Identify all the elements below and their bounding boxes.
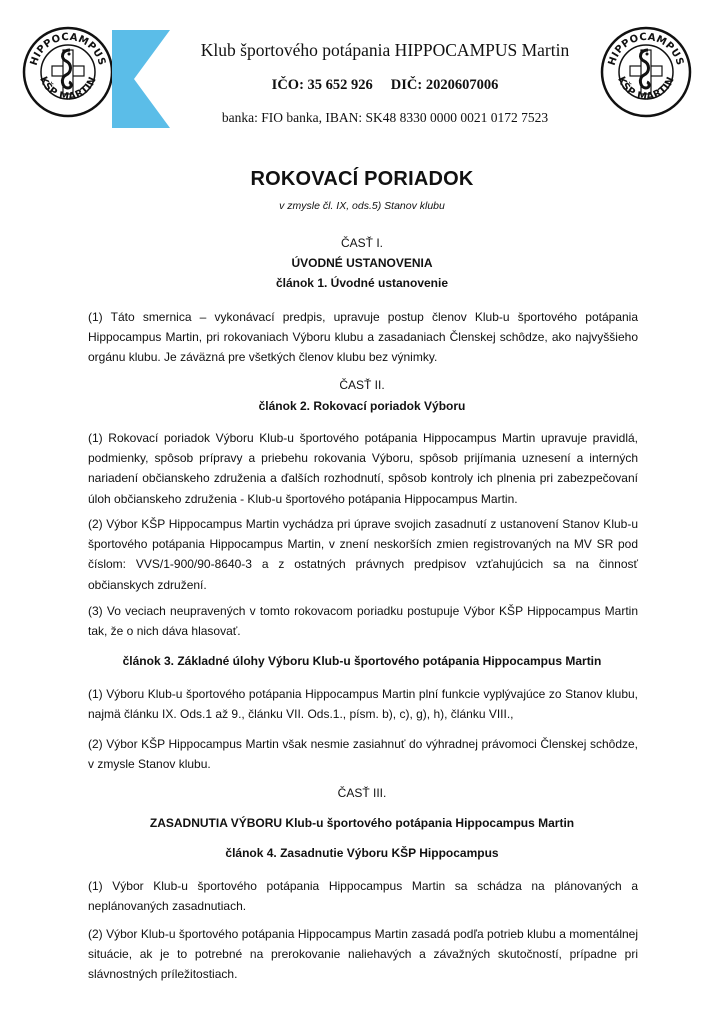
seahorse-logo-icon bbox=[22, 26, 114, 118]
article-1-paragraph-1: (1) Táto smernica – vykonávací predpis, upravuje postup členov Klub-u športového potápania Hippocampus Martin, pri rokovaniach Výboru klubu a zasadaniach Členskej schôdze, ako najvyššieho orgánu klubu. Je záväzná pre všetkých členov klubu bez výnimky. bbox=[88, 310, 638, 365]
article-2-paragraph-1: (1) Rokovací poriadok Výboru Klub-u športového potápania Hippocampus Martin upravuje pravidlá, podmienky, spôsob prípravy a priebehu rokovania Výboru, spôsob prijímania uznesení a interných nariadení občianskeho združenia a ďalších rozhodnutí, spôsob kontroly ich plnenia pri zabezpečovaní úloh občianskeho združenia - Klub-u športového potápania Hippocampus Martin. bbox=[88, 431, 638, 506]
article-2-heading: článok 2. Rokovací poriadok Výboru bbox=[258, 399, 466, 413]
svg-text:HIPPOCAMPUS: HIPPOCAMPUS bbox=[28, 31, 108, 67]
article-4-paragraph-2: (2) Výbor Klub-u športového potápania Hippocampus Martin zasadá podľa potrieb klubu a momentálnej situácie, ak je to potrebné na prerokovanie naliehavých a závažných skutočností, prípadne pri slávnostných príležitostiach. bbox=[88, 927, 638, 982]
article-2-paragraph-3: (3) Vo veciach neupravených v tomto rokovacom poriadku postupuje Výbor KŠP Hippocampus Martin tak, že o nich dáva hlasovať. bbox=[88, 604, 638, 639]
club-ids bbox=[175, 77, 595, 94]
ico-number: IČO: 35 652 926 bbox=[271, 77, 373, 93]
article-4-paragraph-1: (1) Výbor Klub-u športového potápania Hippocampus Martin sa schádza na plánovaných a neplánovaných zasadnutiach. bbox=[88, 879, 638, 914]
club-name: Klub športového potápania HIPPOCAMPUS Martin bbox=[200, 40, 570, 60]
svg-text:HIPPOCAMPUS: HIPPOCAMPUS bbox=[606, 31, 686, 67]
svg-text:KŠP MARTIN: KŠP MARTIN bbox=[37, 75, 99, 103]
seahorse-logo-icon bbox=[600, 26, 692, 118]
part-1-label: ČASŤ I. bbox=[340, 236, 383, 250]
blue-decor-shape bbox=[112, 30, 172, 128]
part-3-label: ČASŤ III. bbox=[337, 786, 387, 800]
svg-text:KŠP MARTIN: KŠP MARTIN bbox=[615, 75, 677, 103]
article-1-heading: článok 1. Úvodné ustanovenie bbox=[275, 276, 449, 290]
article-3-paragraph-2: (2) Výbor KŠP Hippocampus Martin však nesmie zasiahnuť do výhradnej právomoci Členskej schôdze, v zmysle Stanov klubu. bbox=[88, 737, 638, 772]
part-3-heading: ZASADNUTIA VÝBORU Klub-u športového potápania Hippocampus Martin bbox=[149, 816, 575, 830]
club-logo-left bbox=[22, 26, 114, 118]
document-title: ROKOVACÍ PORIADOK bbox=[250, 168, 474, 190]
part-1-heading: ÚVODNÉ USTANOVENIA bbox=[291, 256, 433, 270]
article-4-heading: článok 4. Zasadnutie Výboru KŠP Hippocampus bbox=[225, 846, 499, 860]
dic-number: DIČ: 2020607006 bbox=[390, 77, 499, 93]
article-2-paragraph-2: (2) Výbor KŠP Hippocampus Martin vychádza pri úprave svojich zasadnutí z ustanovení Stanov Klub-u športového potápania Hippocampus Martin, v znení neskorších zmien registrovaných na MV SR pod číslom: VVS/1-900/90-8640-3 a z ostatných právnych predpisov vzťahujúcich sa na činnosť občianskych združení. bbox=[88, 517, 638, 592]
article-3-paragraph-1: (1) Výboru Klub-u športového potápania Hippocampus Martin plní funkcie vyplývajúce zo Stanov klubu, najmä článku IX. Ods.1 až 9., článku VII. Ods.1., písm. b), c), g), h), článku VIII., bbox=[88, 687, 638, 722]
document-subtitle: v zmysle čl. IX, ods.5) Stanov klubu bbox=[279, 200, 445, 212]
article-3-heading: článok 3. Základné úlohy Výboru Klub-u športového potápania Hippocampus Martin bbox=[122, 654, 602, 668]
club-logo-right bbox=[600, 26, 692, 118]
bank-info: banka: FIO banka, IBAN: SK48 8330 0000 0021 0172 7523 bbox=[221, 110, 549, 125]
part-2-label: ČASŤ II. bbox=[339, 378, 385, 392]
